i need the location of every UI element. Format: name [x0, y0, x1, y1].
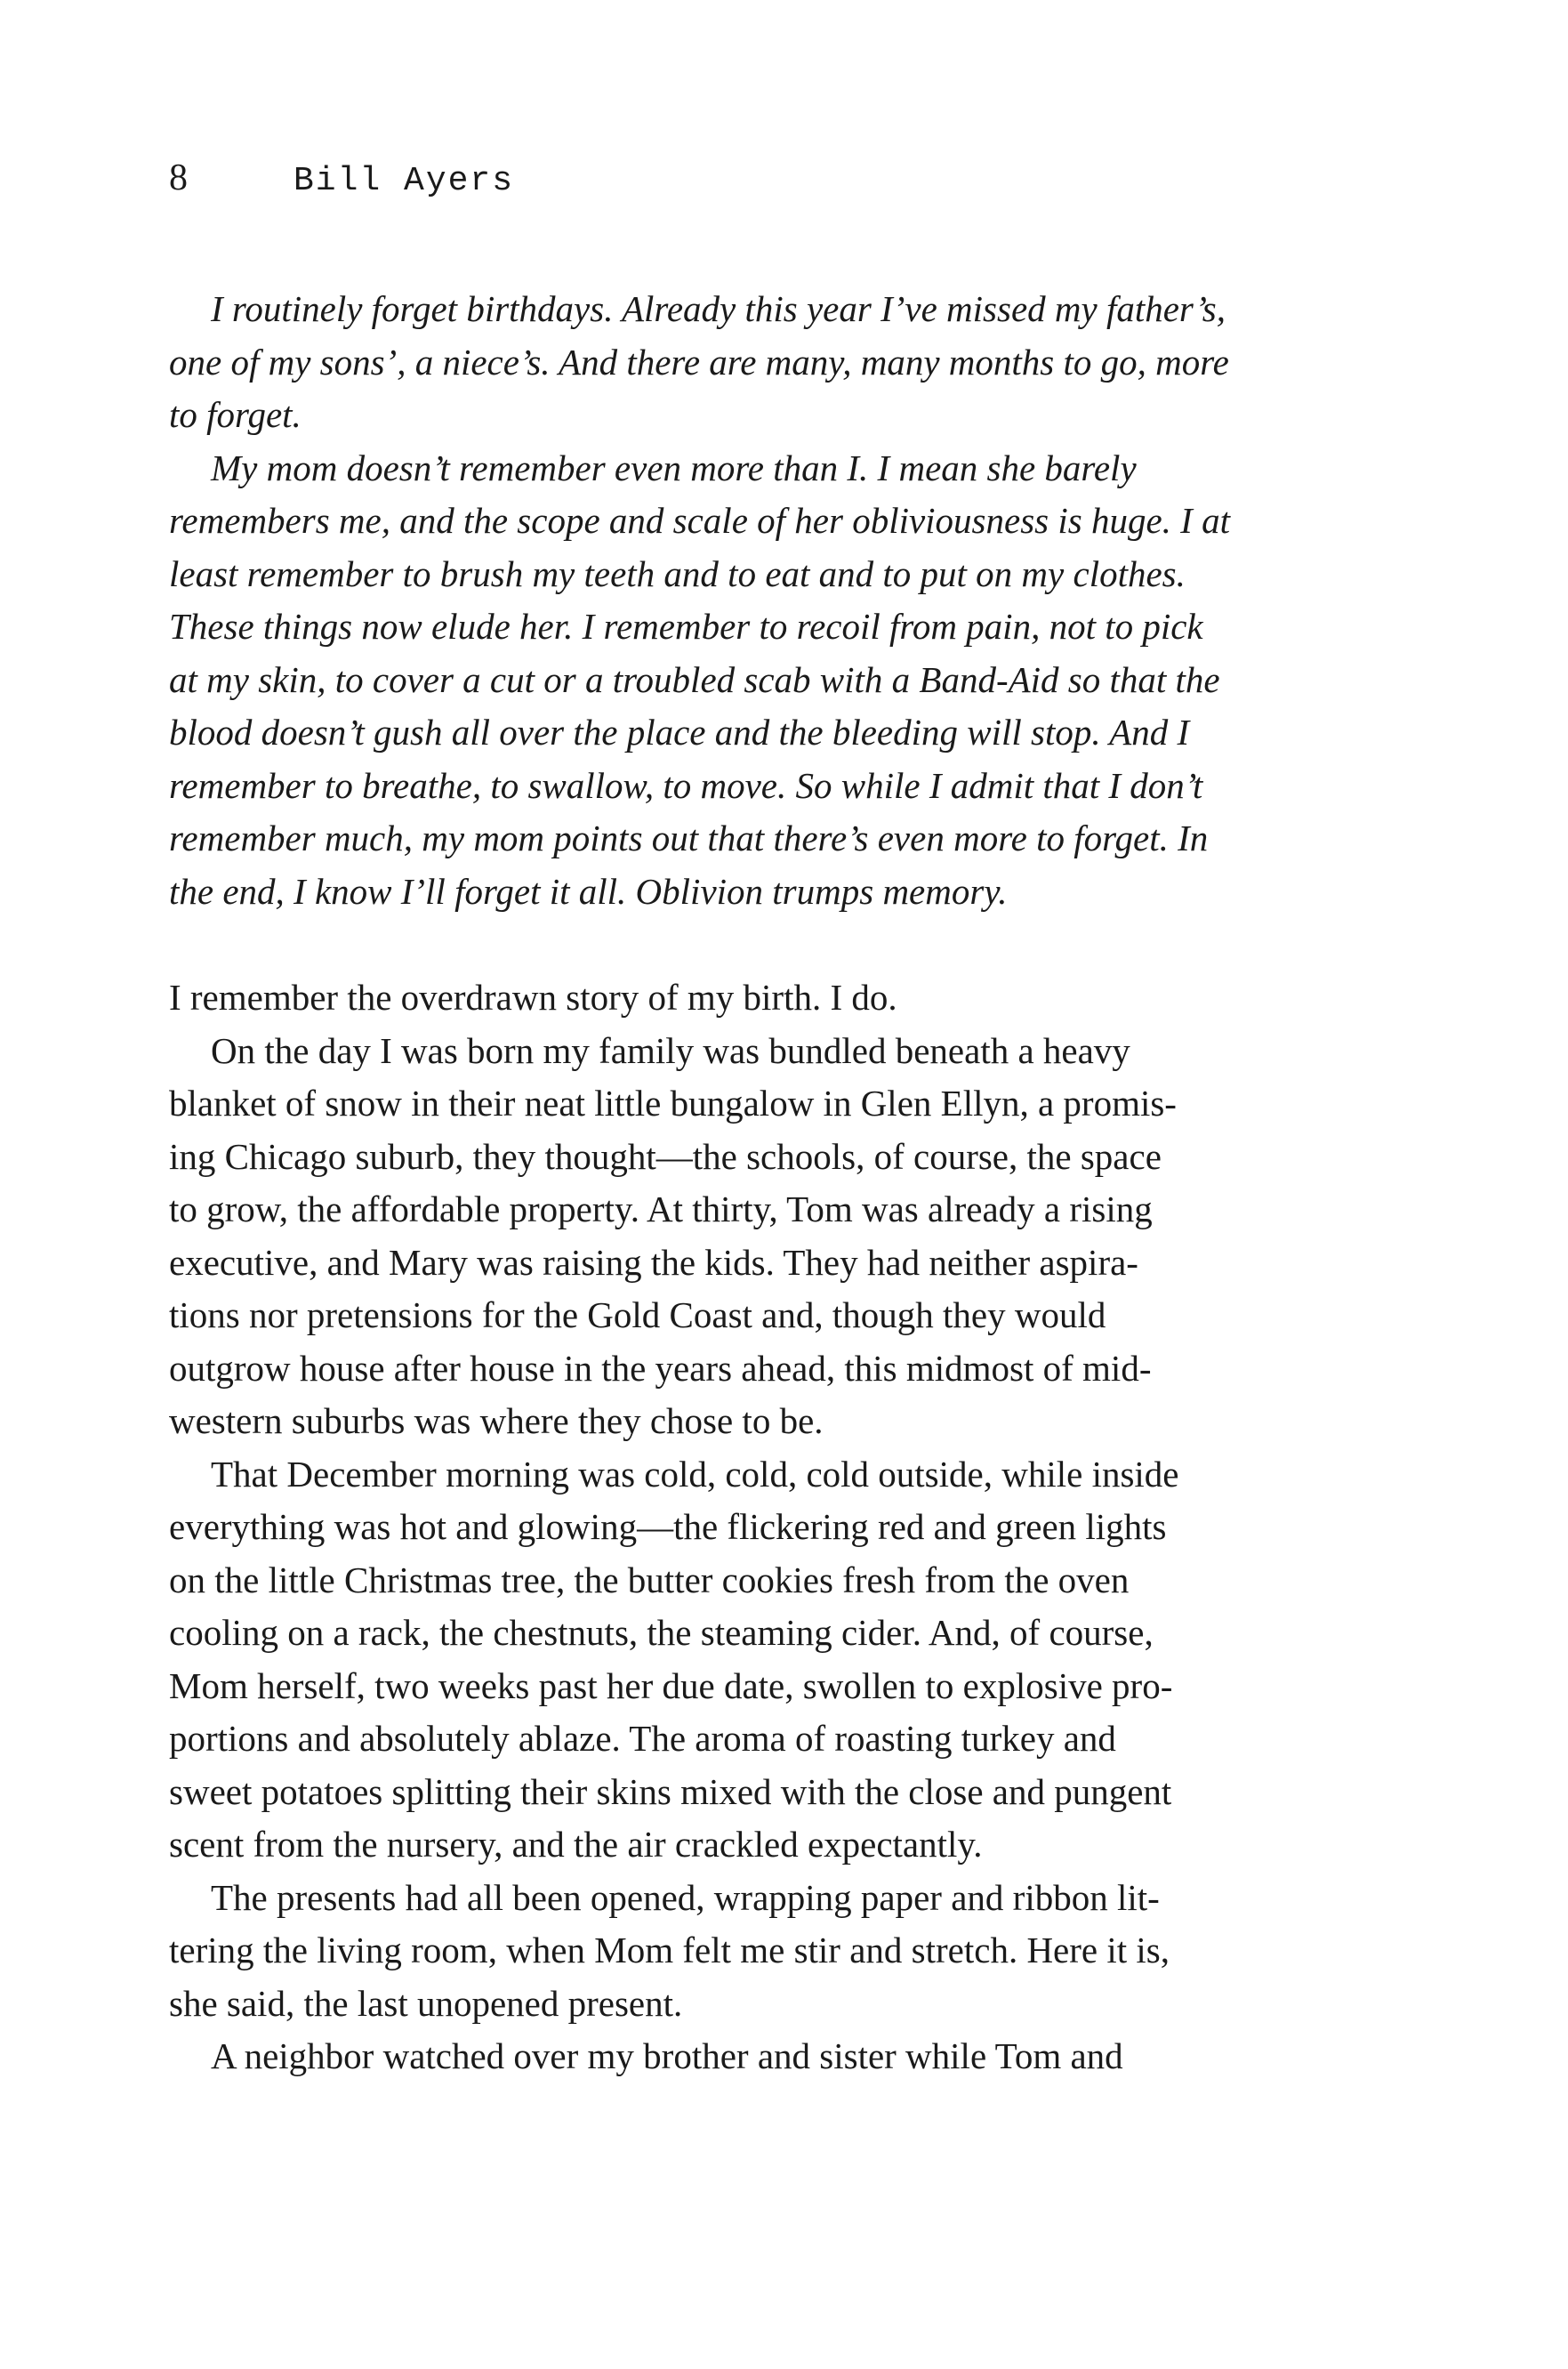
text-line: ing Chicago suburb, they thought—the schools, of course, the space [169, 1135, 1162, 1177]
text-line: On the day I was born my family was bundled beneath a heavy [211, 1029, 1130, 1071]
text-line: tering the living room, when Mom felt me stir and stretch. Here it is, [169, 1930, 1170, 1970]
body-text-section [169, 971, 1316, 2083]
text-line: portions and absolutely ablaze. The aroma of roasting turkey and [169, 1718, 1116, 1759]
running-head-author: Bill Ayers [293, 162, 515, 200]
text-line: on the little Christmas tree, the butter cookies fresh from the oven [169, 1559, 1130, 1600]
text-line: western suburbs was where they chose to be. [169, 1400, 824, 1441]
text-line: I remember the overdrawn story of my birth. I do. [169, 977, 897, 1018]
text-line: blood doesn’t gush all over the place and the bleeding will stop. And I [169, 712, 1190, 753]
italic-epigraph-section [169, 283, 1316, 918]
text-line: at my skin, to cover a cut or a troubled scab with a Band-Aid so that the [169, 658, 1220, 700]
text-line: cooling on a rack, the chestnuts, the steaming cider. And, of course, [169, 1612, 1154, 1653]
text-line: tions nor pretensions for the Gold Coast and, though they would [169, 1294, 1106, 1335]
text-line: remember much, my mom points out that there’s even more to forget. In [169, 818, 1209, 858]
text-line: to forget. [169, 394, 302, 435]
text-line: sweet potatoes splitting their skins mixed with the close and pungent [169, 1770, 1172, 1812]
text-line: These things now elude her. I remember to recoil from pain, not to pick [169, 606, 1203, 647]
text-line: The presents had all been opened, wrapping paper and ribbon lit- [211, 1876, 1160, 1918]
text-line: blanket of snow in their neat little bungalow in Glen Ellyn, a promis- [169, 1083, 1177, 1124]
text-line: My mom doesn’t remember even more than I. I mean she barely [211, 447, 1137, 488]
text-line: A neighbor watched over my brother and sister while Tom and [211, 2035, 1123, 2076]
text-line: scent from the nursery, and the air crackled expectantly. [169, 1824, 983, 1865]
text-line: least remember to brush my teeth and to eat and to put on my clothes. [169, 552, 1186, 594]
text-line: outgrow house after house in the years ahead, this midmost of mid- [169, 1347, 1152, 1389]
page-number: 8 [169, 157, 188, 198]
text-line: the end, I know I’ll forget it all. Oblivion trumps memory. [169, 870, 1008, 912]
text-line: everything was hot and glowing—the flickering red and green lights [169, 1506, 1167, 1547]
text-line: she said, the last unopened present. [169, 1982, 683, 2024]
text-line: to grow, the affordable property. At thirty, Tom was already a rising [169, 1189, 1153, 1229]
text-line: Mom herself, two weeks past her due date, swollen to explosive pro- [169, 1664, 1173, 1706]
text-line: That December morning was cold, cold, cold outside, while inside [211, 1453, 1179, 1495]
text-line: executive, and Mary was raising the kids. They had neither aspira- [169, 1241, 1138, 1283]
text-line: one of my sons’, a niece’s. And there are many, many months to go, more [169, 341, 1229, 383]
text-line: I routinely forget birthdays. Already this year I’ve missed my father’s, [211, 288, 1226, 329]
text-line: remembers me, and the scope and scale of her obliviousness is huge. I at [169, 500, 1230, 541]
running-head [169, 151, 514, 208]
text-line: remember to breathe, to swallow, to move. So while I admit that I don’t [169, 764, 1203, 806]
